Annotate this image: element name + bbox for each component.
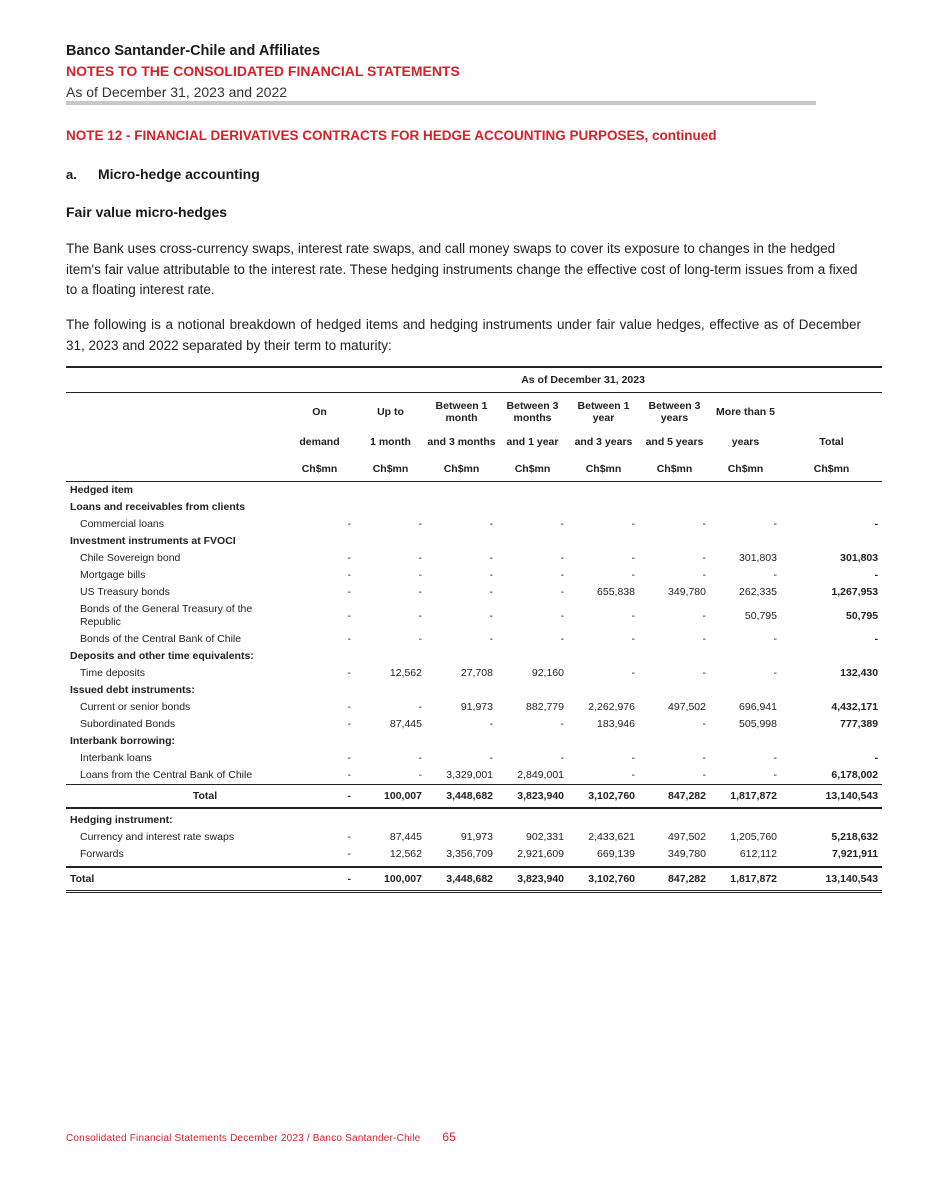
cell-value: - <box>560 569 564 581</box>
cell-value: 12,562 <box>389 667 422 679</box>
cell-value: 3,823,940 <box>497 867 568 892</box>
cell-value: 696,941 <box>739 701 777 713</box>
cell-value: - <box>418 701 422 713</box>
company-name: Banco Santander-Chile and Affiliates <box>66 43 321 59</box>
cell-value: - <box>773 667 777 679</box>
empty-cell <box>355 499 426 516</box>
cell-value: 497,502 <box>668 831 706 843</box>
column-unit: Ch$mn <box>781 457 882 482</box>
row-label: Investment instruments at FVOCI <box>70 535 236 547</box>
empty-cell <box>710 682 781 699</box>
cell-value: - <box>489 752 493 764</box>
table-row <box>66 584 882 601</box>
empty-cell <box>426 682 497 699</box>
table-body <box>66 482 882 892</box>
table-total-row <box>66 785 882 809</box>
cell-value: - <box>702 769 706 781</box>
column-header-top: Between 3 years <box>648 400 701 424</box>
cell-value: - <box>773 569 777 581</box>
row-label: Time deposits <box>80 667 145 679</box>
empty-cell <box>781 682 882 699</box>
row-label: Forwards <box>80 848 124 860</box>
table-row <box>66 716 882 733</box>
section-title: Micro-hedge accounting <box>98 166 260 182</box>
row-label: Issued debt instruments: <box>70 684 195 696</box>
cell-value: 505,998 <box>739 718 777 730</box>
row-label: Currency and interest rate swaps <box>80 831 235 843</box>
column-header-bottom: 1 month <box>370 436 411 448</box>
cell-value: - <box>418 752 422 764</box>
table-section-row <box>66 533 882 550</box>
cell-value: 1,817,872 <box>710 867 781 892</box>
row-total-value: 13,140,543 <box>781 785 882 809</box>
cell-value: - <box>489 518 493 530</box>
row-total-value: 13,140,543 <box>781 867 882 892</box>
cell-value: - <box>347 609 351 622</box>
cell-value: 2,921,609 <box>517 848 564 860</box>
hedge-table-container <box>66 366 882 893</box>
cell-value: - <box>347 701 351 713</box>
cell-value: - <box>418 569 422 581</box>
empty-cell <box>639 533 710 550</box>
row-label: Commercial loans <box>80 518 165 530</box>
cell-value: - <box>489 633 493 645</box>
table-row <box>66 550 882 567</box>
empty-cell <box>426 648 497 665</box>
cell-value: 902,331 <box>526 831 564 843</box>
empty-cell <box>568 482 639 500</box>
cell-value: 3,823,940 <box>497 785 568 809</box>
cell-value: - <box>347 848 351 860</box>
empty-cell <box>284 733 355 750</box>
cell-value: - <box>418 552 422 564</box>
column-header-row-2 <box>66 427 882 457</box>
cell-value: - <box>773 752 777 764</box>
cell-value: - <box>418 518 422 530</box>
cell-value: 3,329,001 <box>446 769 493 781</box>
cell-value: - <box>347 718 351 730</box>
row-label: Loans from the Central Bank of Chile <box>80 769 253 781</box>
row-label: Subordinated Bonds <box>80 718 176 730</box>
cell-value: - <box>418 769 422 781</box>
empty-cell <box>781 499 882 516</box>
cell-value: 3,448,682 <box>426 867 497 892</box>
empty-cell <box>497 648 568 665</box>
cell-value: 349,780 <box>668 586 706 598</box>
row-label: Bonds of the Central Bank of Chile <box>80 633 242 645</box>
row-total-value: 132,430 <box>840 667 879 679</box>
period-header: As of December 31, 2023 <box>284 367 882 393</box>
cell-value: 91,973 <box>460 831 493 843</box>
section-letter: a. <box>66 167 77 182</box>
cell-value: - <box>702 633 706 645</box>
column-header-top: On <box>312 406 327 418</box>
period-header-row <box>66 367 882 393</box>
empty-cell <box>781 648 882 665</box>
cell-value: - <box>560 752 564 764</box>
cell-value: 12,562 <box>389 848 422 860</box>
breakdown-paragraph: The following is a notional breakdown of hedged items and hedging instruments under fair value hedges, effective as of December 31, 2023 and 2022 separated by their term to maturity: <box>66 317 861 353</box>
cell-value: - <box>631 633 635 645</box>
empty-cell <box>355 482 426 500</box>
cell-value: 1,205,760 <box>730 831 777 843</box>
empty-cell <box>568 648 639 665</box>
row-label: Mortgage bills <box>80 569 146 581</box>
cell-value: 882,779 <box>526 701 564 713</box>
row-label: Chile Sovereign bond <box>80 552 181 564</box>
row-total-value: - <box>874 752 879 764</box>
row-label: Interbank loans <box>80 752 152 764</box>
row-total-value: 4,432,171 <box>831 701 879 713</box>
cell-value: - <box>560 552 564 564</box>
column-header-bottom: and 3 months <box>427 436 496 448</box>
empty-cell <box>426 533 497 550</box>
empty-cell <box>284 533 355 550</box>
row-total-value: 1,267,953 <box>831 586 879 598</box>
column-header-top: Between 1 year <box>577 400 630 424</box>
cell-value: - <box>489 586 493 598</box>
table-total-row <box>66 867 882 892</box>
cell-value: - <box>560 518 564 530</box>
empty-cell <box>710 648 781 665</box>
empty-cell <box>284 482 355 500</box>
cell-value: 27,708 <box>460 667 493 679</box>
empty-cell <box>284 648 355 665</box>
cell-value: 669,139 <box>597 848 635 860</box>
cell-value: 1,817,872 <box>710 785 781 809</box>
table-row <box>66 846 882 863</box>
table-section-row <box>66 812 882 829</box>
cell-value: - <box>702 718 706 730</box>
column-header-row-1 <box>66 393 882 428</box>
column-header-bottom: demand <box>299 436 340 448</box>
empty-cell <box>710 812 781 829</box>
column-header-top: More than 5 <box>716 406 775 418</box>
column-unit: Ch$mn <box>284 457 355 482</box>
table-section-row <box>66 648 882 665</box>
page-number: 65 <box>442 1130 457 1144</box>
cell-value: - <box>773 769 777 781</box>
cell-value: - <box>347 586 351 598</box>
column-header-top <box>781 393 882 428</box>
report-period: As of December 31, 2023 and 2022 <box>66 84 288 100</box>
empty-cell <box>426 733 497 750</box>
empty-cell <box>355 682 426 699</box>
empty-cell <box>710 482 781 500</box>
cell-value: 262,335 <box>739 586 777 598</box>
empty-cell <box>568 812 639 829</box>
table-section-row <box>66 733 882 750</box>
row-total-value: - <box>874 569 879 581</box>
cell-value: - <box>418 609 422 622</box>
cell-value: 847,282 <box>639 785 710 809</box>
empty-cell <box>781 533 882 550</box>
subsection-title: Fair value micro-hedges <box>66 204 228 220</box>
cell-value: 612,112 <box>739 848 777 860</box>
empty-cell <box>639 648 710 665</box>
row-label: Total <box>66 867 284 892</box>
empty-cell <box>284 812 355 829</box>
cell-value: - <box>347 769 351 781</box>
empty-cell <box>568 499 639 516</box>
empty-cell <box>355 812 426 829</box>
empty-cell <box>639 499 710 516</box>
table-row <box>66 829 882 846</box>
column-header-top: Up to <box>377 406 404 418</box>
empty-cell <box>497 499 568 516</box>
empty-cell <box>639 812 710 829</box>
cell-value: - <box>631 552 635 564</box>
page-footer <box>66 1130 456 1144</box>
empty-cell <box>568 533 639 550</box>
note-title: NOTE 12 - FINANCIAL DERIVATIVES CONTRACTS FOR HEDGE ACCOUNTING PURPOSES, continued <box>66 128 717 143</box>
empty-cell <box>497 533 568 550</box>
table-row <box>66 567 882 584</box>
cell-value: - <box>284 785 355 809</box>
cell-value: 3,102,760 <box>568 867 639 892</box>
row-total-value: 5,218,632 <box>831 831 879 843</box>
cell-value: 92,160 <box>531 667 564 679</box>
cell-value: - <box>418 633 422 645</box>
empty-cell <box>497 733 568 750</box>
cell-value: - <box>560 718 564 730</box>
empty-cell <box>284 682 355 699</box>
empty-cell <box>781 482 882 500</box>
header-divider <box>66 101 816 105</box>
row-total-value: - <box>874 518 879 530</box>
cell-value: - <box>631 769 635 781</box>
empty-cell <box>284 499 355 516</box>
cell-value: 91,973 <box>460 701 493 713</box>
column-unit-row <box>66 457 882 482</box>
cell-value: - <box>702 752 706 764</box>
row-label: Loans and receivables from clients <box>70 501 246 513</box>
table-row <box>66 516 882 533</box>
cell-value: 3,356,709 <box>446 848 493 860</box>
cell-value: - <box>347 667 351 679</box>
cell-value: 50,795 <box>744 609 777 622</box>
column-header-bottom: and 1 year <box>506 436 559 448</box>
table-row <box>66 601 882 631</box>
column-unit: Ch$mn <box>568 457 639 482</box>
row-total-value: 777,389 <box>840 718 879 730</box>
cell-value: - <box>347 752 351 764</box>
cell-value: 847,282 <box>639 867 710 892</box>
cell-value: - <box>631 569 635 581</box>
row-label: Current or senior bonds <box>80 701 191 713</box>
cell-value: - <box>702 609 706 622</box>
column-unit: Ch$mn <box>639 457 710 482</box>
row-label: Deposits and other time equivalents: <box>70 650 254 662</box>
table-section-row <box>66 482 882 500</box>
row-label: Hedging instrument: <box>70 814 173 826</box>
column-header-top: Between 1 month <box>435 400 488 424</box>
empty-cell <box>710 533 781 550</box>
row-label: Hedged item <box>70 484 134 496</box>
cell-value: - <box>702 569 706 581</box>
empty-cell <box>355 648 426 665</box>
cell-value: 2,262,976 <box>588 701 635 713</box>
column-header-bottom: years <box>731 436 760 448</box>
column-header-bottom: and 5 years <box>645 436 704 448</box>
row-label: Interbank borrowing: <box>70 735 175 747</box>
cell-value: - <box>631 518 635 530</box>
row-total-value: 50,795 <box>845 609 879 622</box>
column-unit: Ch$mn <box>710 457 781 482</box>
row-label: Bonds of the General Treasury of the Republic <box>80 603 253 628</box>
row-total-value: 7,921,911 <box>831 848 879 860</box>
empty-cell <box>639 682 710 699</box>
empty-cell <box>426 482 497 500</box>
cell-value: - <box>560 609 564 622</box>
cell-value: - <box>773 633 777 645</box>
empty-cell <box>781 812 882 829</box>
column-unit: Ch$mn <box>355 457 426 482</box>
cell-value: - <box>560 633 564 645</box>
cell-value: - <box>418 586 422 598</box>
table-row <box>66 767 882 785</box>
cell-value: - <box>347 518 351 530</box>
column-header-top: Between 3 months <box>506 400 559 424</box>
table-row <box>66 631 882 648</box>
empty-cell <box>568 682 639 699</box>
row-total-value: - <box>874 633 879 645</box>
cell-value: 497,502 <box>668 701 706 713</box>
empty-cell <box>639 733 710 750</box>
cell-value: - <box>347 831 351 843</box>
cell-value: - <box>347 552 351 564</box>
empty-cell <box>710 499 781 516</box>
table-row <box>66 665 882 682</box>
cell-value: - <box>702 667 706 679</box>
empty-cell <box>497 812 568 829</box>
column-unit: Ch$mn <box>426 457 497 482</box>
cell-value: 2,849,001 <box>517 769 564 781</box>
empty-cell <box>497 482 568 500</box>
cell-value: - <box>347 569 351 581</box>
table-row <box>66 750 882 767</box>
empty-cell <box>568 733 639 750</box>
cell-value: - <box>631 752 635 764</box>
empty-cell <box>639 482 710 500</box>
cell-value: - <box>773 518 777 530</box>
row-total-value: 301,803 <box>840 552 879 564</box>
column-header-bottom: and 3 years <box>574 436 633 448</box>
table-section-row <box>66 682 882 699</box>
cell-value: - <box>702 518 706 530</box>
cell-value: 3,448,682 <box>426 785 497 809</box>
table-row <box>66 699 882 716</box>
cell-value: - <box>284 867 355 892</box>
empty-cell <box>426 499 497 516</box>
table-section-row <box>66 499 882 516</box>
cell-value: 3,102,760 <box>568 785 639 809</box>
cell-value: - <box>560 586 564 598</box>
cell-value: - <box>631 667 635 679</box>
empty-cell <box>710 733 781 750</box>
cell-value: 183,946 <box>597 718 635 730</box>
cell-value: 655,838 <box>597 586 635 598</box>
cell-value: - <box>702 552 706 564</box>
cell-value: - <box>631 609 635 622</box>
hedge-table <box>66 366 882 893</box>
section-heading <box>66 166 260 182</box>
intro-paragraph: The Bank uses cross-currency swaps, interest rate swaps, and call money swaps to cover its exposure to changes in the hedged item's fair value attributable to the interest rate. These hedging instruments change the effective cost of long-term issues from a fixed to a floating interest rate. <box>66 241 858 297</box>
cell-value: - <box>489 552 493 564</box>
cell-value: - <box>489 569 493 581</box>
cell-value: 301,803 <box>739 552 777 564</box>
empty-cell <box>497 682 568 699</box>
row-label: US Treasury bonds <box>80 586 170 598</box>
cell-value: - <box>347 633 351 645</box>
cell-value: - <box>489 609 493 622</box>
row-total-value: 6,178,002 <box>831 769 879 781</box>
column-unit: Ch$mn <box>497 457 568 482</box>
empty-cell <box>426 812 497 829</box>
page-header <box>66 42 816 103</box>
notes-title: NOTES TO THE CONSOLIDATED FINANCIAL STATEMENTS <box>66 63 460 79</box>
row-label: Total <box>66 785 284 809</box>
empty-cell <box>781 733 882 750</box>
empty-cell <box>355 533 426 550</box>
cell-value: - <box>489 718 493 730</box>
column-header-bottom: Total <box>819 436 844 448</box>
cell-value: 100,007 <box>355 867 426 892</box>
cell-value: 87,445 <box>389 831 422 843</box>
cell-value: 349,780 <box>668 848 706 860</box>
footer-text: Consolidated Financial Statements December 2023 / Banco Santander-Chile <box>66 1133 421 1144</box>
empty-cell <box>355 733 426 750</box>
cell-value: 100,007 <box>355 785 426 809</box>
cell-value: 2,433,621 <box>588 831 635 843</box>
cell-value: 87,445 <box>389 718 422 730</box>
